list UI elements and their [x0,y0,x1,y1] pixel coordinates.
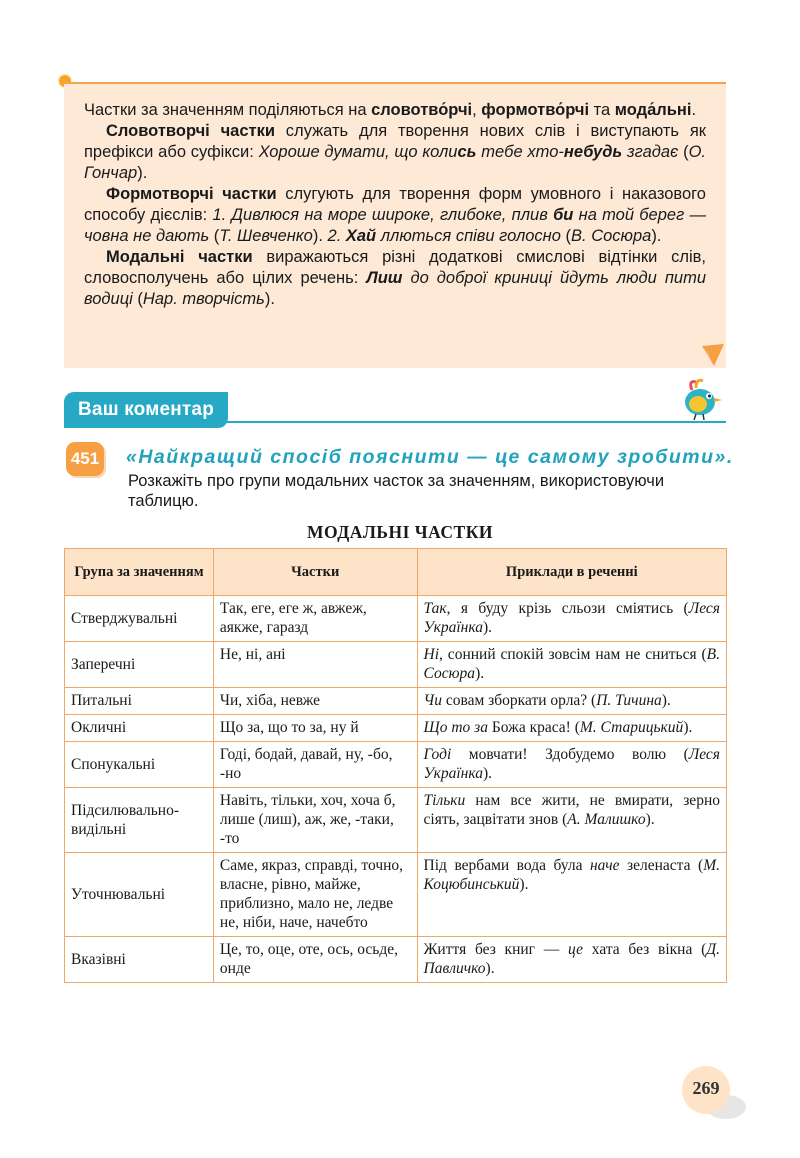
example-segment: , я буду крізь сльози сміятись ( [446,600,689,617]
row-particles: Саме, якраз, справді, точно, власне, рівно, майже, приблизно, мало не, ледве не, ніби, наче, начебто [213,853,417,937]
table-row [65,853,727,937]
row-group: Заперечні [65,642,214,688]
row-particles: Це, то, оце, оте, ось, осьде, онде [213,937,417,983]
example-segment: ). [475,665,485,682]
example-segment: М. Старицький [579,719,684,736]
row-particles: Не, ні, ані [213,642,417,688]
example-segment: Чи [423,692,442,709]
table-row [65,642,727,688]
example-segment: Ні [423,646,440,663]
row-particles: Що за, що то за, ну й [213,715,417,742]
row-group: Спонукальні [65,742,214,788]
row-particles: Чи, хіба, невже [213,688,417,715]
example-segment: Тільки [423,792,466,809]
row-group: Стверджувальні [65,596,214,642]
header-examples: Приклади в реченні [417,549,726,596]
example-segment: хата без вікна ( [583,941,707,958]
exercise-task: Розкажіть про групи модальних часток за значенням, використовуючи таблицю. [128,472,665,510]
table-row [65,715,727,742]
corner-flag-icon [700,344,726,368]
section-title: Ваш коментар [64,392,228,428]
example-segment: А. Малишко [567,811,646,828]
example-segment: ). [482,765,492,782]
example-segment: П. Тичина [596,692,662,709]
row-example [417,788,726,853]
table-row [65,788,727,853]
example-segment: совам зборкати орла? ( [441,692,597,709]
table-header-row [65,549,727,596]
example-segment: Годі [423,746,452,763]
example-segment: Леся Українка [423,600,720,636]
exercise-number: 451 [66,442,104,476]
example-segment: , сонний спокій зовсім нам не сниться ( [439,646,707,663]
rule-box [64,82,726,368]
example-segment: ). [485,960,495,977]
row-particles: Так, еге, еге ж, авжеж, аякже, гаразд [213,596,417,642]
example-segment: Під вербами вода була [423,857,590,874]
example-segment: ). [519,876,529,893]
row-particles: Навіть, тільки, хоч, хоча б, лише (лиш), аж, же, -таки, -то [213,788,417,853]
row-group: Окличні [65,715,214,742]
example-segment: ). [661,692,671,709]
table-row [65,742,727,788]
exercise-quote: «Найкращий спосіб пояснити — це самому зробити». [126,446,734,468]
row-example [417,642,726,688]
rule-paragraph-3: Формотворчі частки слугують для творення форм умовного і наказового способу дієслів: 1. Дивлюся на море широке, глибоке, плив би на той берег — човна не дають (Т. Шевченко). 2. Хай ллються співи голосно (В. Сосюра). [84,185,706,245]
page-number: 269 [692,1078,720,1098]
example-segment: Що то за [423,719,488,736]
rule-paragraph-1: Частки за значенням поділяються на словотво́рчі, формотво́рчі та мода́льні. [84,101,697,119]
example-segment: зеленаста ( [619,857,704,874]
example-segment: М. Коцюбинський [423,857,720,893]
row-example [417,715,726,742]
row-example [417,853,726,937]
row-example [417,742,726,788]
row-group: Уточнювальні [65,853,214,937]
example-segment: нам все жити, не вмирати, зерно сіять, зацвітати знов ( [423,792,720,828]
row-example [417,688,726,715]
table-row [65,937,727,983]
example-segment: наче [589,857,620,874]
rule-paragraph-2: Словотворчі частки служать для творення нових слів і виступають як префікси або суфікси: Хороше думати, що колись тебе хто-небудь згадає (О. Гончар). [84,122,706,182]
modal-particles-table [64,548,727,983]
example-segment: ). [482,619,492,636]
table-title: МОДАЛЬНІ ЧАСТКИ [306,522,494,542]
example-segment: В. Сосюра [423,646,720,682]
example-segment: Так [423,600,447,617]
example-segment: це [568,941,584,958]
header-particles: Частки [213,549,417,596]
example-segment: мовчати! Здобудемо волю ( [451,746,689,763]
row-example [417,937,726,983]
row-group: Вказівні [65,937,214,983]
example-segment: ). [645,811,655,828]
example-segment: Д. Павличко [423,941,720,977]
rule-paragraph-4: Модальні частки виражаються різні додаткові смислові відтінки слів, словосполучень або цілих речень: Лиш до доброї криниці йдуть люди пити водиці (Нар. творчість). [84,248,706,308]
example-segment: ). [683,719,693,736]
row-group: Питальні [65,688,214,715]
example-segment: Леся Українка [423,746,720,782]
table-row [65,596,727,642]
table-row [65,688,727,715]
row-particles: Годі, бодай, давай, ну, -бо, -но [213,742,417,788]
row-example [417,596,726,642]
bird-icon [678,376,728,420]
header-group: Група за значенням [65,549,214,596]
example-segment: Божа краса! ( [487,719,580,736]
example-segment: Життя без книг — [423,941,569,958]
row-group: Підсилювально-видільні [65,788,214,853]
